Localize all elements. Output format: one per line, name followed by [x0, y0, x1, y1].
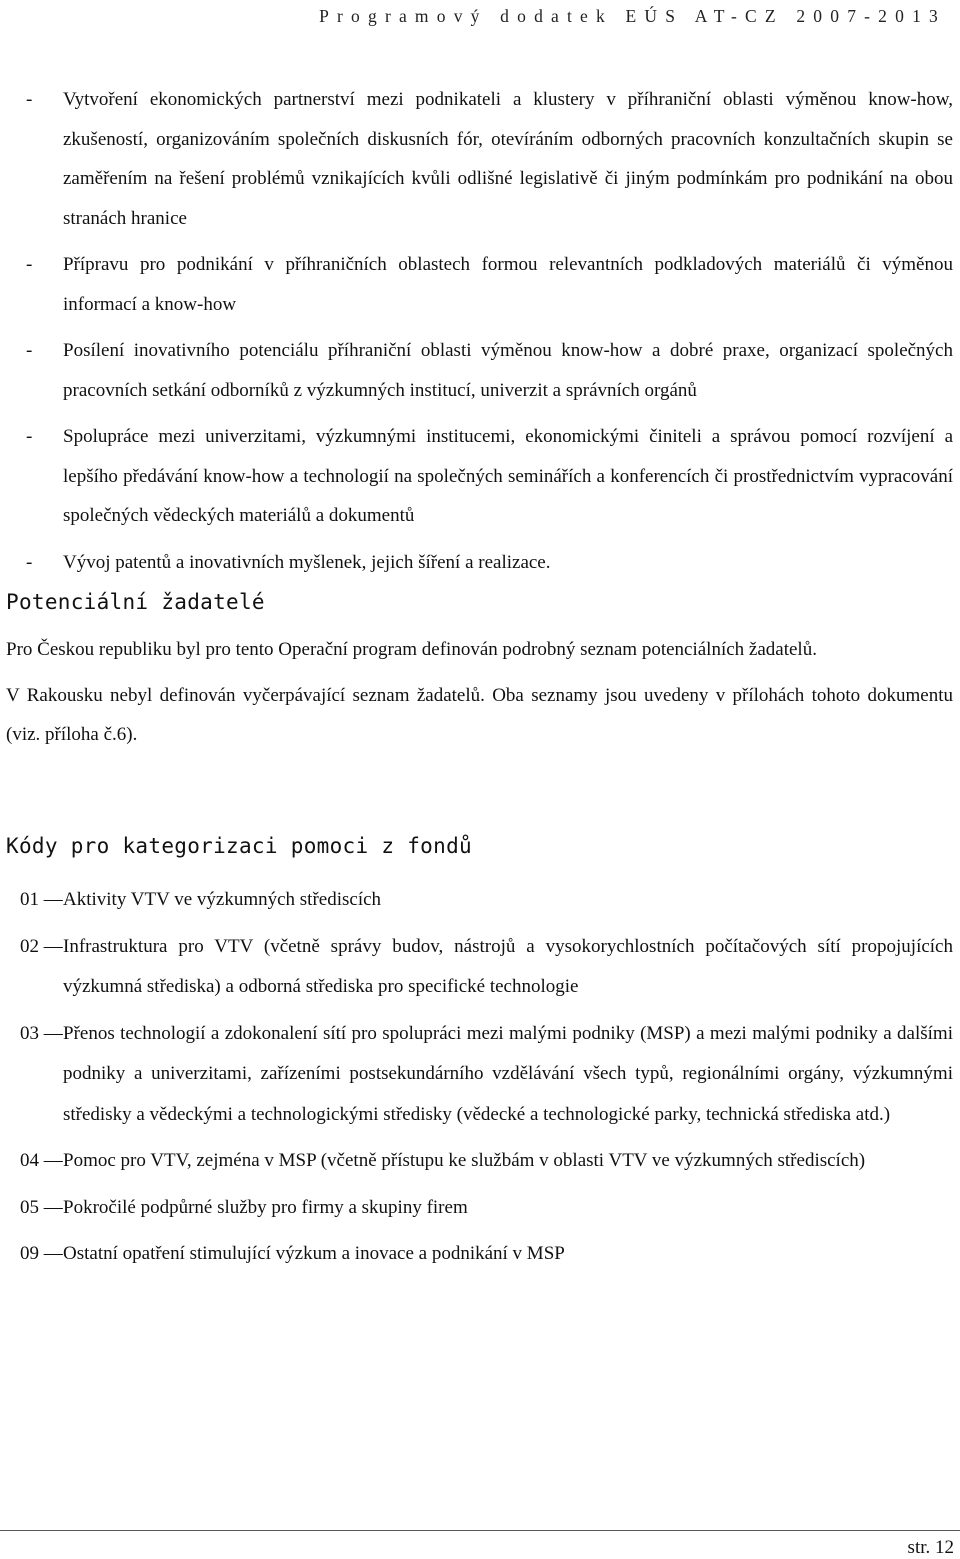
code-description: Pomoc pro VTV, zejména v MSP (včetně přístupu ke službám v oblasti VTV ve výzkumných střediscích)	[63, 1150, 866, 1171]
code-number: 01 —	[20, 889, 63, 910]
code-list-item	[0, 927, 960, 1008]
activities-bullet-list	[0, 80, 960, 582]
code-description: Ostatní opatření stimulující výzkum a inovace a podnikání v MSP	[63, 1243, 565, 1264]
code-description: Infrastruktura pro VTV (včetně správy budov, nástrojů a vysokorychlostních počítačových sítí propojujících výzkumná střediska) a odborná střediska pro specifické technologie	[63, 935, 953, 997]
code-description: Přenos technologií a zdokonalení sítí pro spolupráci mezi malými podniky (MSP) a mezi malými podniky a dalšími podniky a univerzitami, zařízeními postsekundárního vzdělávání všech typů, regionálními orgány, výzkumnými středisky a vědeckými a technologickými středisky (vědecké a technologické parky, technická střediska atd.)	[63, 1022, 953, 1125]
list-item	[0, 543, 960, 583]
footer-divider	[0, 1530, 960, 1531]
code-number: 04 —	[20, 1150, 63, 1171]
code-number: 02 —	[20, 935, 63, 957]
list-item-text: Spolupráce mezi univerzitami, výzkumnými institucemi, ekonomickými činiteli a správou pomocí rozvíjení a lepšího předávání know-how a technologií na společných seminářích a konferencích či prostřednictvím vypracování společných vědeckých materiálů a dokumentů	[63, 426, 953, 526]
list-item-text: Vývoj patentů a inovativních myšlenek, jejich šíření a realizace.	[63, 551, 551, 573]
list-item-text: Přípravu pro podnikání v příhraničních oblastech formou relevantních podkladových materiálů či výměnou informací a know-how	[63, 254, 953, 315]
code-list-item	[0, 1188, 960, 1229]
list-item	[0, 417, 960, 536]
code-list-item	[0, 1014, 960, 1136]
list-item-text: Vytvoření ekonomických partnerství mezi podnikateli a klustery v příhraniční oblasti výměnou know-how, zkušeností, organizováním společních diskusních fór, otevíráním odborných pracovních konzultačních skupin se zaměřením na řešení problémů vznikajících kvůli odlišné legislativě či jiným podmínkám pro podnikání na obou stranách hranice	[63, 89, 953, 229]
code-description: Pokročilé podpůrné služby pro firmy a skupiny firem	[63, 1196, 468, 1218]
category-code-list	[0, 880, 960, 1275]
code-list-item	[0, 1141, 960, 1182]
list-item	[0, 245, 960, 324]
code-number: 05 —	[20, 1196, 63, 1218]
page-number: str. 12	[907, 1537, 954, 1558]
paragraph-austrian-applicants: V Rakousku nebyl definován vyčerpávající seznam žadatelů. Oba seznamy jsou uvedeny v přílohách tohoto dokumentu (viz. příloha č.6).	[6, 685, 953, 745]
bullet-dash: -	[26, 254, 33, 275]
section-heading-potential-applicants: Potenciální žadatelé	[6, 590, 265, 614]
list-item	[0, 80, 960, 238]
list-item	[0, 331, 960, 410]
bullet-dash: -	[26, 340, 33, 361]
section-heading-category-codes: Kódy pro kategorizaci pomoci z fondů	[6, 834, 472, 858]
code-list-item	[0, 880, 960, 921]
code-number: 03 —	[20, 1022, 63, 1044]
list-item-text: Posílení inovativního potenciálu příhraniční oblasti výměnou know-how a dobré praxe, organizací společných pracovních setkání odborníků z výzkumných institucí, univerzit a správních orgánů	[63, 340, 953, 401]
bullet-dash: -	[26, 426, 33, 447]
code-list-item	[0, 1234, 960, 1275]
document-body	[0, 80, 960, 1281]
paragraph-czech-applicants: Pro Českou republiku byl pro tento Operační program definován podrobný seznam potenciálních žadatelů.	[6, 639, 817, 660]
running-header: Programový dodatek EÚS AT-CZ 2007-2013	[319, 6, 946, 26]
bullet-dash: -	[26, 551, 33, 573]
code-description: Aktivity VTV ve výzkumných střediscích	[63, 889, 382, 910]
code-number: 09 —	[20, 1243, 63, 1264]
bullet-dash: -	[26, 89, 33, 110]
